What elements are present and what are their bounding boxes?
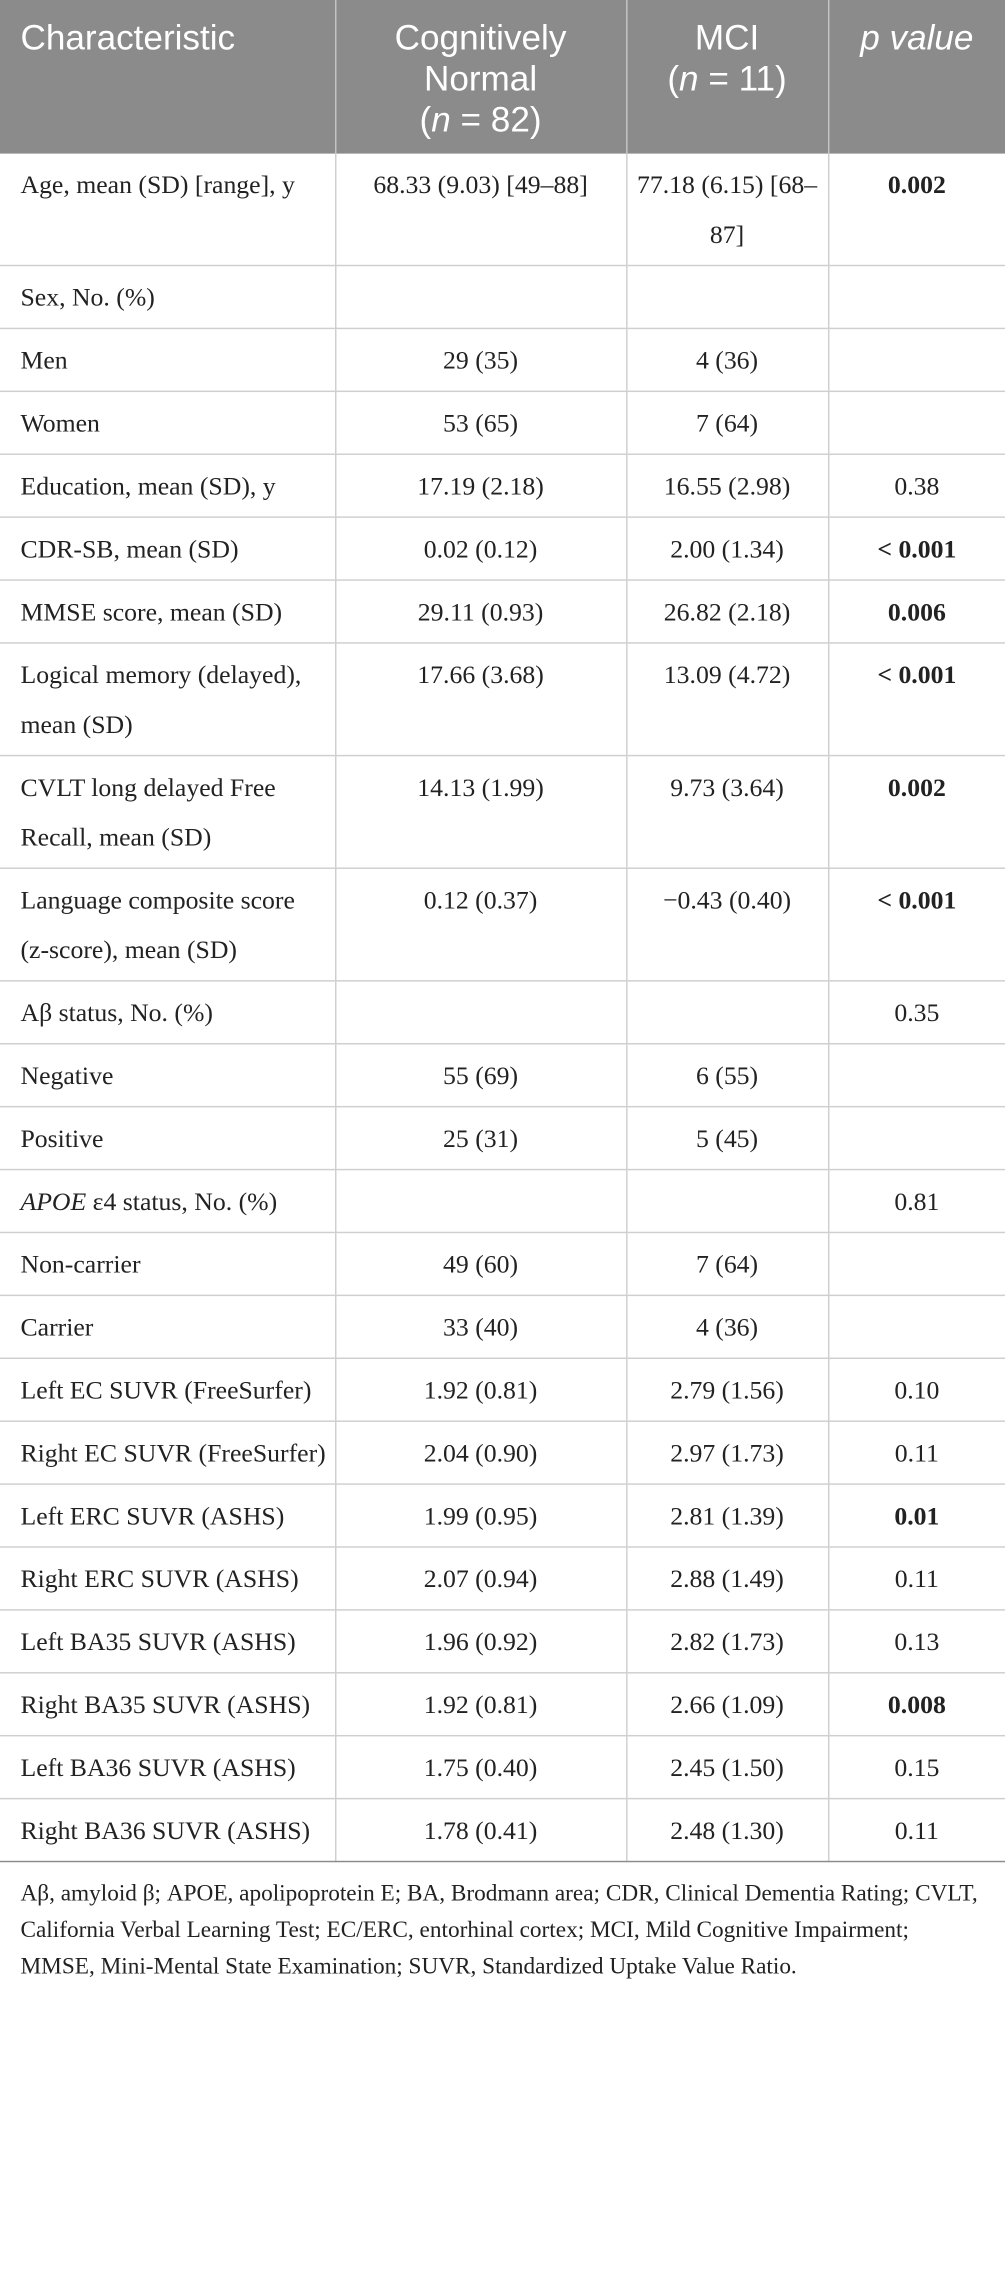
table-row [0, 266, 1005, 329]
cell-mci: 2.00 (1.34) [626, 517, 828, 580]
cell-p-value: < 0.001 [828, 517, 1005, 580]
table-row [0, 868, 1005, 981]
cell-mci: 2.81 (1.39) [626, 1484, 828, 1547]
cell-cognitively-normal [335, 266, 626, 329]
table-row [0, 1547, 1005, 1610]
header-cn-n: (n = 82) [419, 100, 542, 141]
cell-p-value: 0.15 [828, 1736, 1005, 1799]
table-row [0, 1736, 1005, 1799]
header-p-value: p value [828, 0, 1005, 154]
cell-characteristic: Sex, No. (%) [0, 266, 335, 329]
cell-cognitively-normal: 1.99 (0.95) [335, 1484, 626, 1547]
cell-mci [626, 266, 828, 329]
cell-p-value: 0.13 [828, 1610, 1005, 1673]
cell-p-value: 0.10 [828, 1358, 1005, 1421]
header-mci-n: (n = 11) [667, 59, 787, 100]
cell-characteristic: Left ERC SUVR (ASHS) [0, 1484, 335, 1547]
header-mci-line1: MCI [694, 19, 760, 59]
table-row [0, 580, 1005, 643]
cell-p-value: 0.006 [828, 580, 1005, 643]
table-row [0, 756, 1005, 869]
cell-mci: 4 (36) [626, 328, 828, 391]
header-mci [626, 0, 828, 154]
cell-characteristic: APOE ε4 status, No. (%) [0, 1170, 335, 1233]
cell-mci: 26.82 (2.18) [626, 580, 828, 643]
cell-p-value [828, 1232, 1005, 1295]
cell-cognitively-normal: 49 (60) [335, 1232, 626, 1295]
cell-cognitively-normal: 33 (40) [335, 1295, 626, 1358]
cell-characteristic: Age, mean (SD) [range], y [0, 154, 335, 266]
cell-characteristic: Men [0, 328, 335, 391]
cell-characteristic: Right ERC SUVR (ASHS) [0, 1547, 335, 1610]
cell-cognitively-normal [335, 981, 626, 1044]
cell-p-value [828, 1107, 1005, 1170]
cell-characteristic: Language composite score (z-score), mean (SD) [0, 868, 335, 981]
table-header-row [0, 0, 1005, 154]
cell-cognitively-normal: 1.92 (0.81) [335, 1673, 626, 1736]
cell-characteristic: Women [0, 391, 335, 454]
cell-characteristic: Education, mean (SD), y [0, 454, 335, 517]
table-row [0, 1170, 1005, 1233]
header-cognitively-normal [335, 0, 626, 154]
cell-cognitively-normal: 29 (35) [335, 328, 626, 391]
header-cn-line2: Normal [423, 59, 538, 100]
cell-mci: −0.43 (0.40) [626, 868, 828, 981]
cell-mci: 7 (64) [626, 391, 828, 454]
cell-cognitively-normal: 14.13 (1.99) [335, 756, 626, 869]
cell-mci: 9.73 (3.64) [626, 756, 828, 869]
table-row [0, 1358, 1005, 1421]
cell-mci: 6 (55) [626, 1044, 828, 1107]
table-row [0, 1799, 1005, 1862]
cell-mci: 2.66 (1.09) [626, 1673, 828, 1736]
table-row [0, 1610, 1005, 1673]
cell-p-value: 0.11 [828, 1421, 1005, 1484]
table-row [0, 981, 1005, 1044]
cell-mci [626, 1170, 828, 1233]
cell-p-value: 0.11 [828, 1799, 1005, 1862]
table-row [0, 454, 1005, 517]
cell-p-value: 0.008 [828, 1673, 1005, 1736]
cell-mci: 2.79 (1.56) [626, 1358, 828, 1421]
cell-cognitively-normal: 1.92 (0.81) [335, 1358, 626, 1421]
cell-p-value: 0.01 [828, 1484, 1005, 1547]
table-row [0, 517, 1005, 580]
cell-characteristic: Negative [0, 1044, 335, 1107]
table-row [0, 1232, 1005, 1295]
table-row [0, 154, 1005, 266]
cell-cognitively-normal: 25 (31) [335, 1107, 626, 1170]
cell-characteristic: Positive [0, 1107, 335, 1170]
cell-mci: 2.48 (1.30) [626, 1799, 828, 1862]
cell-p-value: 0.38 [828, 454, 1005, 517]
cell-mci: 5 (45) [626, 1107, 828, 1170]
cell-cognitively-normal: 1.96 (0.92) [335, 1610, 626, 1673]
header-cn-line1: Cognitively [394, 19, 567, 59]
table-row [0, 1484, 1005, 1547]
table-row [0, 1107, 1005, 1170]
cell-cognitively-normal: 1.78 (0.41) [335, 1799, 626, 1862]
cell-cognitively-normal: 29.11 (0.93) [335, 580, 626, 643]
cell-characteristic: Left BA35 SUVR (ASHS) [0, 1610, 335, 1673]
table-row [0, 1295, 1005, 1358]
cell-cognitively-normal: 0.02 (0.12) [335, 517, 626, 580]
cell-characteristic: Non-carrier [0, 1232, 335, 1295]
cell-characteristic: Right EC SUVR (FreeSurfer) [0, 1421, 335, 1484]
cell-p-value: < 0.001 [828, 643, 1005, 756]
cell-cognitively-normal: 68.33 (9.03) [49–88] [335, 154, 626, 266]
table-row [0, 1044, 1005, 1107]
cell-characteristic: Logical memory (delayed), mean (SD) [0, 643, 335, 756]
cell-characteristic: Left EC SUVR (FreeSurfer) [0, 1358, 335, 1421]
cell-p-value: 0.81 [828, 1170, 1005, 1233]
cell-characteristic: Right BA36 SUVR (ASHS) [0, 1799, 335, 1862]
cell-cognitively-normal [335, 1170, 626, 1233]
cell-p-value: < 0.001 [828, 868, 1005, 981]
cell-characteristic: CVLT long delayed Free Recall, mean (SD) [0, 756, 335, 869]
cell-characteristic: Aβ status, No. (%) [0, 981, 335, 1044]
cell-characteristic: CDR-SB, mean (SD) [0, 517, 335, 580]
cell-mci [626, 981, 828, 1044]
cell-p-value: 0.35 [828, 981, 1005, 1044]
cell-cognitively-normal: 55 (69) [335, 1044, 626, 1107]
table-row [0, 1421, 1005, 1484]
cell-mci: 2.97 (1.73) [626, 1421, 828, 1484]
cell-p-value: 0.002 [828, 154, 1005, 266]
cell-p-value [828, 1295, 1005, 1358]
table-row [0, 328, 1005, 391]
cell-characteristic: MMSE score, mean (SD) [0, 580, 335, 643]
cell-characteristic: Left BA36 SUVR (ASHS) [0, 1736, 335, 1799]
cell-mci: 2.82 (1.73) [626, 1610, 828, 1673]
cell-p-value [828, 328, 1005, 391]
table-row [0, 391, 1005, 454]
cell-mci: 2.88 (1.49) [626, 1547, 828, 1610]
cell-cognitively-normal: 2.07 (0.94) [335, 1547, 626, 1610]
cell-mci: 77.18 (6.15) [68–87] [626, 154, 828, 266]
cell-cognitively-normal: 1.75 (0.40) [335, 1736, 626, 1799]
cell-mci: 16.55 (2.98) [626, 454, 828, 517]
cell-mci: 13.09 (4.72) [626, 643, 828, 756]
cell-cognitively-normal: 53 (65) [335, 391, 626, 454]
gene-name-italic: APOE [20, 1186, 87, 1216]
cell-p-value [828, 1044, 1005, 1107]
table-row [0, 643, 1005, 756]
cell-mci: 2.45 (1.50) [626, 1736, 828, 1799]
cell-characteristic: Right BA35 SUVR (ASHS) [0, 1673, 335, 1736]
table-footnote: Aβ, amyloid β; APOE, apolipoprotein E; BA, Brodmann area; CDR, Clinical Dementia Rating; CVLT, California Verbal Learning Test; EC/ERC, entorhinal cortex; MCI, Mild Cognitive Impairment; MMSE, Mini-Mental State Examination; SUVR, Standardized Uptake Value Ratio. [20, 1881, 978, 1980]
cell-characteristic: Carrier [0, 1295, 335, 1358]
cell-p-value: 0.002 [828, 756, 1005, 869]
cell-cognitively-normal: 17.66 (3.68) [335, 643, 626, 756]
cell-mci: 7 (64) [626, 1232, 828, 1295]
cell-p-value [828, 391, 1005, 454]
table-row [0, 1673, 1005, 1736]
cell-mci: 4 (36) [626, 1295, 828, 1358]
cell-p-value [828, 266, 1005, 329]
cell-cognitively-normal: 0.12 (0.37) [335, 868, 626, 981]
cell-cognitively-normal: 2.04 (0.90) [335, 1421, 626, 1484]
cell-cognitively-normal: 17.19 (2.18) [335, 454, 626, 517]
cell-p-value: 0.11 [828, 1547, 1005, 1610]
header-characteristic: Characteristic [0, 0, 335, 154]
